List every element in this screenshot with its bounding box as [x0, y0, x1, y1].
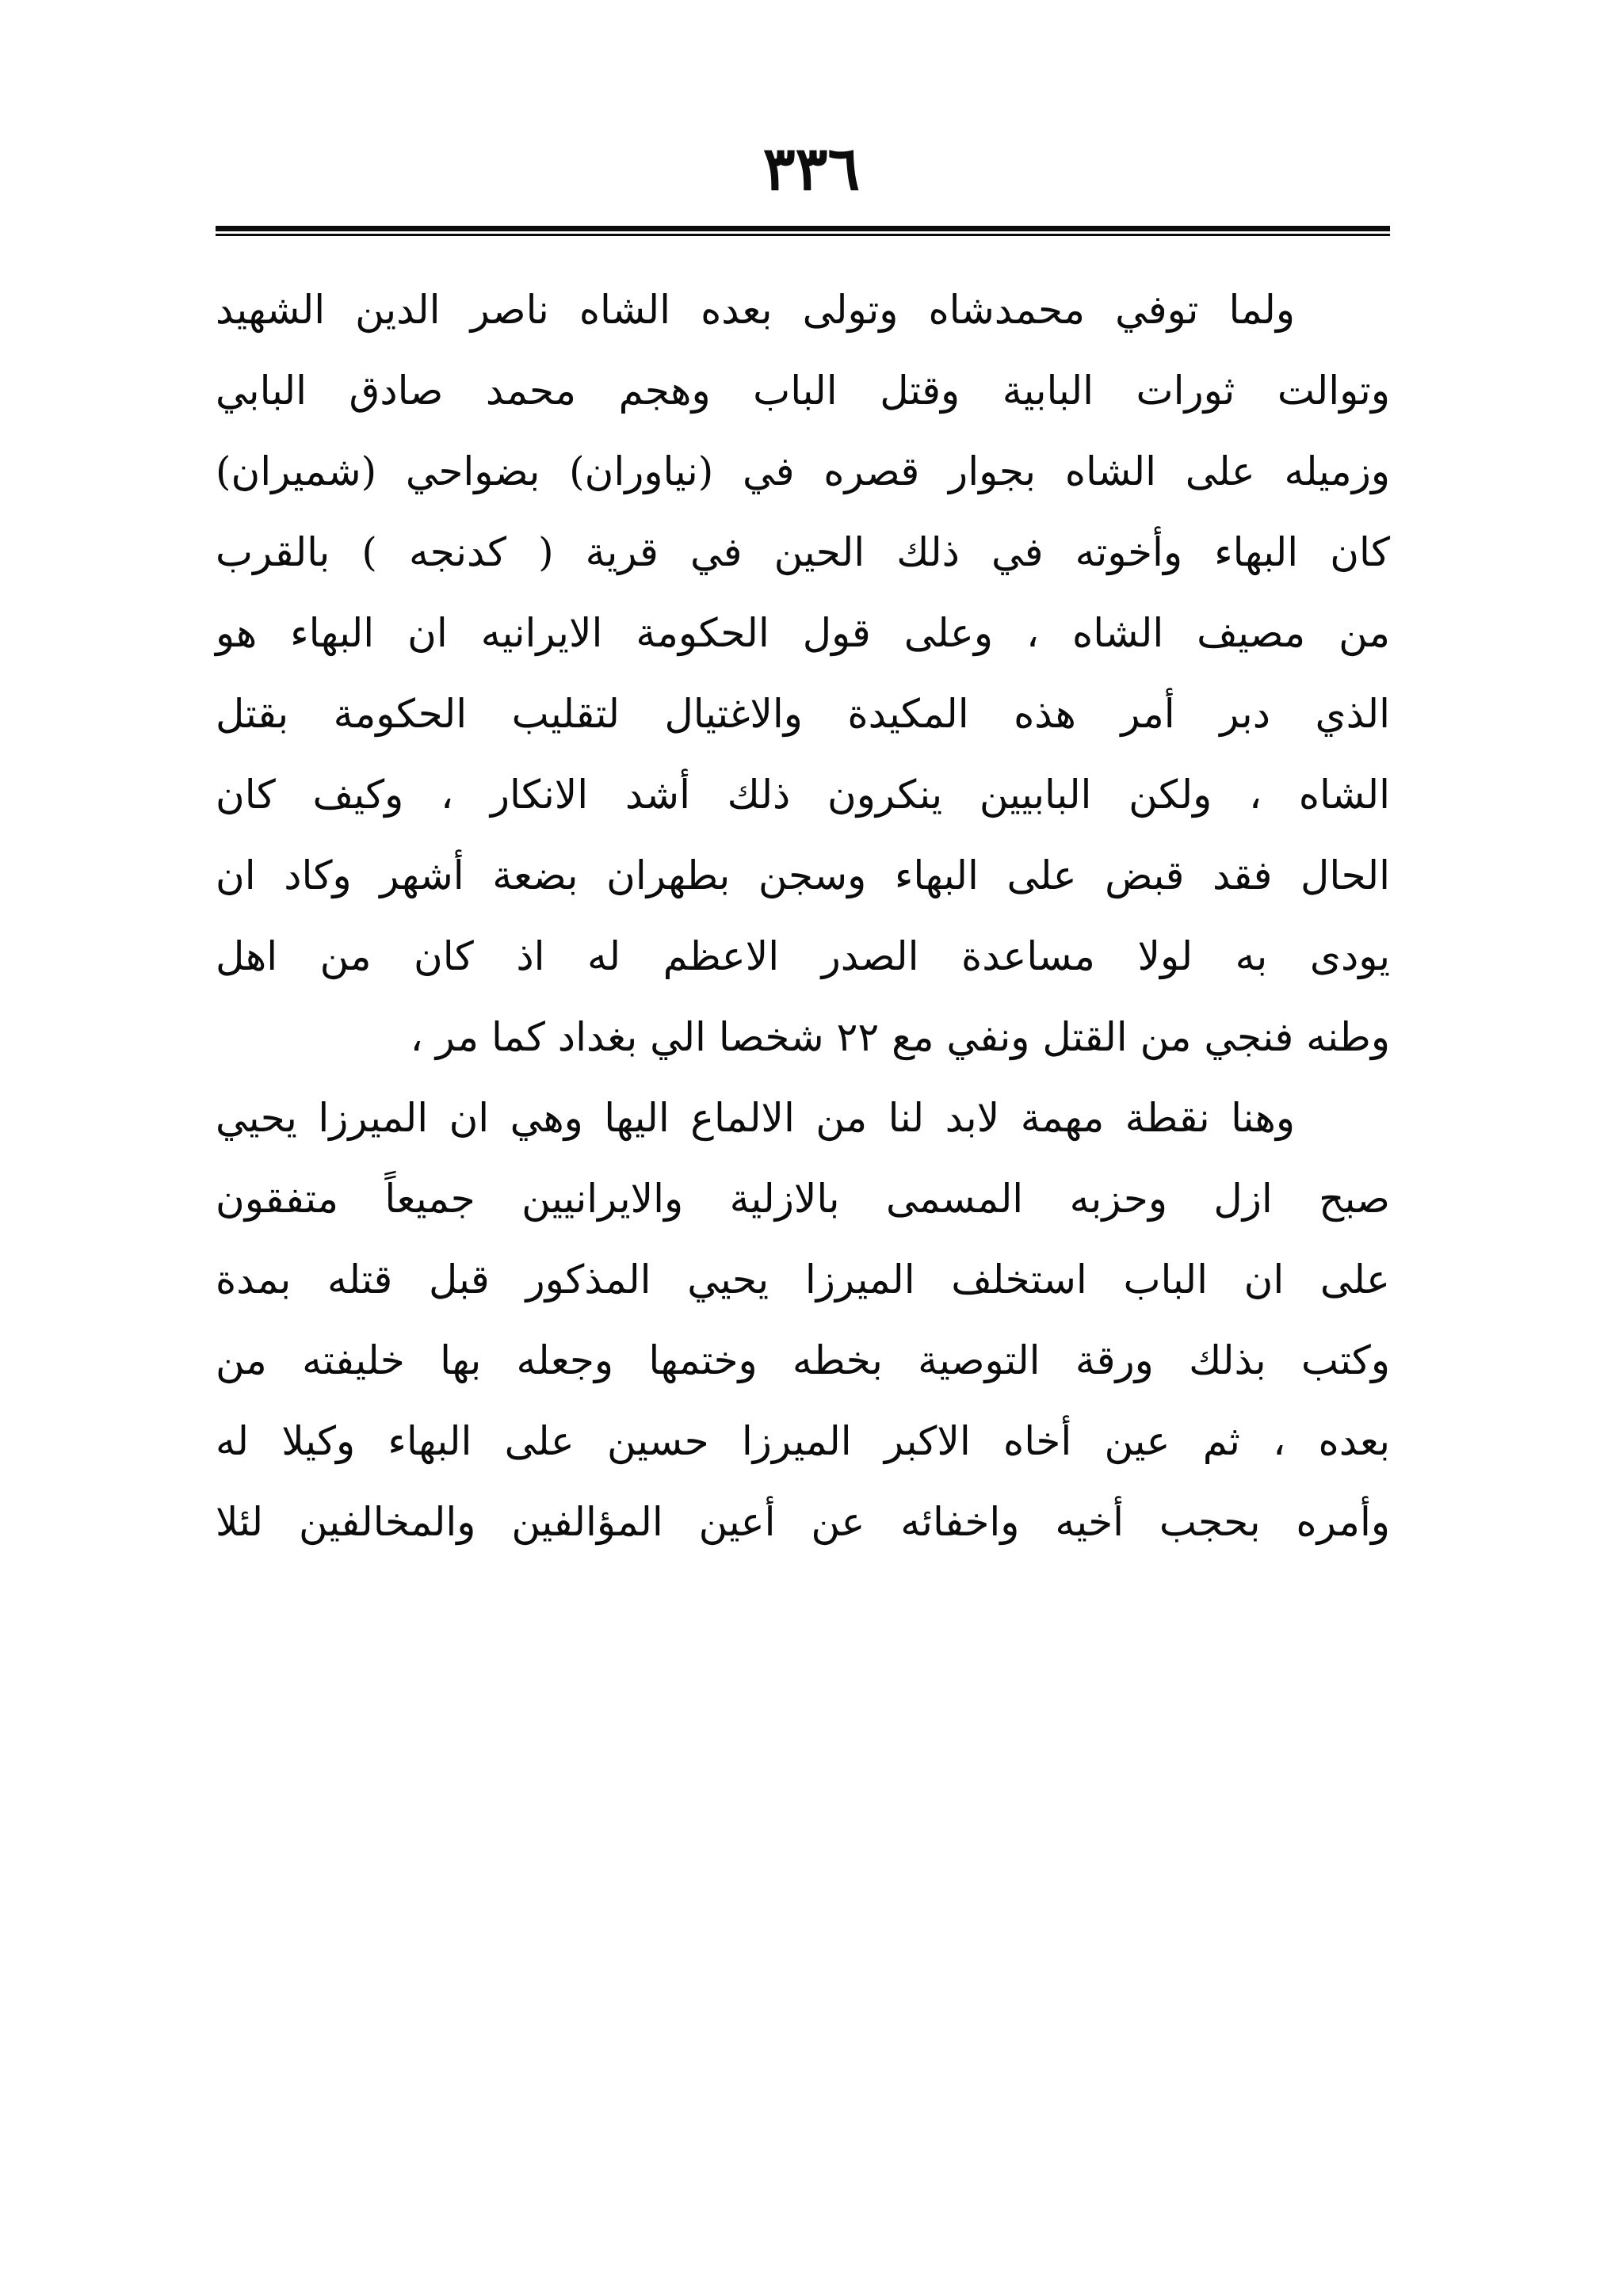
header-rule-thick [216, 226, 1390, 231]
text-line: الذي دبر أمر هذه المكيدة والاغتيال لتقليب الحكومة بقتل [216, 691, 1390, 737]
text-line: صبح ازل وحزبه المسمى بالازلية والايرانيين جميعاً متفقون [216, 1176, 1390, 1222]
text-line: الشاه ، ولكن البابيين ينكرون ذلك أشد الانكار ، وكيف كان [216, 772, 1390, 818]
text-line: وهنا نقطة مهمة لابد لنا من الالماع اليها وهي ان الميرزا يحيي [216, 1095, 1295, 1141]
text-line: بعده ، ثم عين أخاه الاكبر الميرزا حسين على البهاء وكيلا له [216, 1418, 1391, 1464]
text-line: وتوالت ثورات البابية وقتل الباب وهجم محمد صادق البابي [216, 368, 1390, 414]
page-number: ٣٣٦ [762, 133, 861, 204]
header-rule-thin [216, 234, 1390, 236]
text-line: وكتب بذلك ورقة التوصية بخطه وختمها وجعله بها خليفته من [216, 1337, 1390, 1383]
text-line: من مصيف الشاه ، وعلى قول الحكومة الايرانيه ان البهاء هو [216, 610, 1390, 656]
page-body-text [216, 269, 1390, 1562]
text-line: على ان الباب استخلف الميرزا يحيي المذكور قبل قتله بمدة [216, 1257, 1390, 1302]
text-line: كان البهاء وأخوته في ذلك الحين في قرية ( كدنجه ) بالقرب [216, 529, 1390, 575]
text-line: وأمره بحجب أخيه واخفائه عن أعين المؤالفين والمخالفين لئلا [216, 1499, 1390, 1545]
text-line: الحال فقد قبض على البهاء وسجن بطهران بضعة أشهر وكاد ان [216, 852, 1390, 898]
text-line: وزميله على الشاه بجوار قصره في (نياوران) بضواحي (شميران) [216, 448, 1390, 494]
text-line: ولما توفي محمدشاه وتولى بعده الشاه ناصر الدين الشهيد [216, 287, 1295, 333]
text-line: يودى به لولا مساعدة الصدر الاعظم له اذ كان من اهل [216, 933, 1390, 979]
header-double-rule [216, 226, 1390, 237]
text-line: وطنه فنجي من القتل ونفي مع ٢٢ شخصا الي بغداد كما مر ، [410, 1014, 1390, 1060]
